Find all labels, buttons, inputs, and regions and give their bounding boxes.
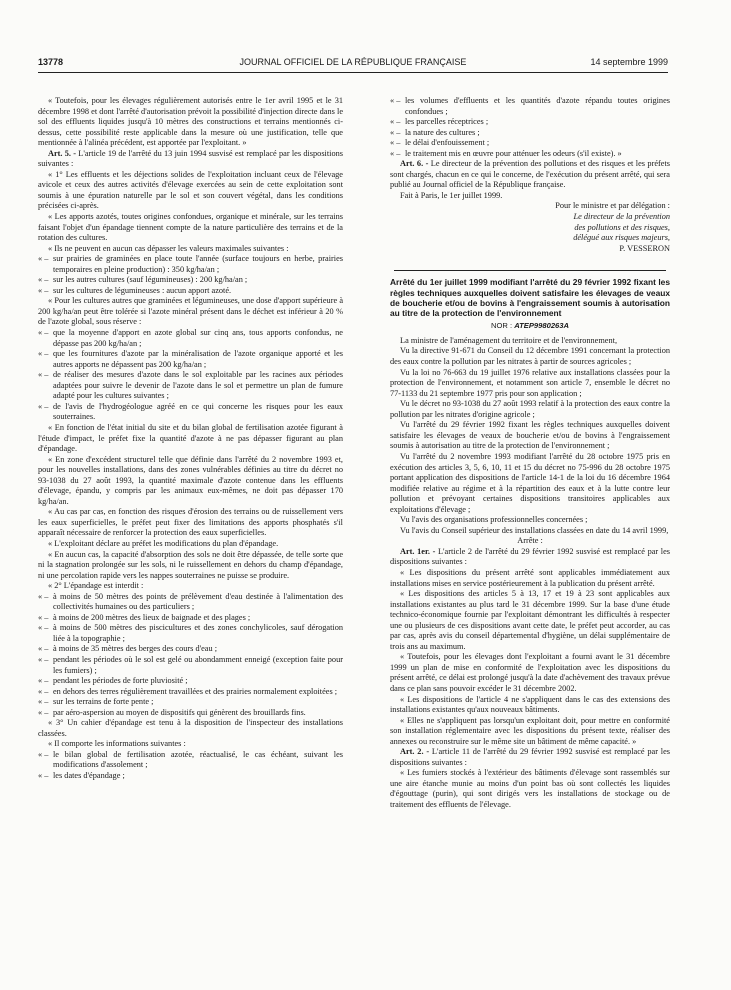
- decree-title: Arrêté du 1er juillet 1999 modifiant l'arrêté du 29 février 1992 fixant les règles techniques auxquelles doivent satisfaire les élevages de veaux de boucherie et/ou de bovins à l'engraissement soumis à autorisation au titre de la protection de l'environnement: [390, 277, 670, 319]
- list-item-text: le bilan global de fertilisation azotée, réactualisé, le cas échéant, suivant les modifications d'assolement ;: [53, 749, 343, 770]
- list-dash: « –: [38, 676, 49, 686]
- list-item: [38, 655, 343, 676]
- paragraph: « Il comporte les informations suivantes :: [48, 739, 186, 749]
- list-item-text: les parcelles réceptrices ;: [405, 117, 489, 127]
- paragraph: Fait à Paris, le 1er juillet 1999.: [400, 190, 503, 200]
- paragraph: « En zone d'excédent structurel telle que définie dans l'arrêté du 2 novembre 1993 et, pour les nouvelles installations, dans des zones vulnérables définies au titre du décret no 93-1038 du 27 août 1993, la quantité maximale d'azote contenue dans les effluents d'élevage, épandu, y compris par les animaux eux-mêmes, ne doit pas dépasser 170 kg/ha/an.: [38, 454, 343, 506]
- centered-line: Arrête :: [517, 536, 543, 546]
- list-item-text: les dates d'épandage ;: [53, 771, 125, 780]
- list-item-text: pendant les périodes de forte pluviosité ;: [53, 676, 188, 686]
- list-item-text: à moins de 500 mètres des piscicultures et des zones conchylicoles, sauf dérogation liée à la topographie ;: [53, 623, 343, 643]
- header-rule: [38, 72, 668, 73]
- signature-line: Le directeur de la prévention: [573, 212, 670, 222]
- list-dash: « –: [38, 707, 49, 717]
- right-column: [390, 96, 670, 811]
- list-dash: « –: [38, 401, 49, 411]
- list-dash: « –: [38, 686, 49, 696]
- paragraph: « Toutefois, pour les élevages régulièrement autorisés entre le 1er avril 1995 et le 31 décembre 1998 et dont l'arrêté d'autorisation prévoit la possibilité d'injection directe dans le sol des effluents liquides jusqu'à 10 mètres des constructions et terrains mentionnés ci-dessus, cette possibilité reste applicable dans la mesure où une justification, telle que mentionnée à l'alinéa précédent, est apportée par l'exploitant. »: [38, 96, 343, 148]
- list-item: [38, 687, 343, 698]
- article-paragraph: [390, 547, 670, 568]
- list-dash: « –: [38, 644, 49, 654]
- article-label: Art. 2. -: [400, 747, 430, 757]
- list-dash: « –: [38, 771, 49, 780]
- paragraph: « Les dispositions de l'article 4 ne s'appliquent dans le cas des extensions des installations existantes qu'aux nouveaux bâtiments.: [390, 694, 670, 715]
- list-dash: « –: [38, 349, 49, 359]
- list-dash: « –: [390, 138, 401, 148]
- issue-date: 14 septembre 1999: [590, 57, 668, 67]
- list-item: [38, 592, 343, 613]
- list-item-text: à moins de 35 mètres des berges des cours d'eau ;: [53, 644, 218, 654]
- article-continuation: [390, 96, 670, 254]
- paragraph: Vu l'arrêté du 2 novembre 1993 modifiant l'arrêté du 28 octobre 1975 pris en exécution des articles 3, 5, 6, 10, 11 et 15 du décret no 75-996 du 28 octobre 1975 portant application des dispositions de l'article 14-1 de la loi du 16 décembre 1964 modifiée relative au régime et à la répartition des eaux et à la lutte contre leur pollution et prévoyant certaines dispositions transitoires applicables aux exploitations d'élevage ;: [390, 451, 670, 514]
- list-dash: « –: [38, 654, 49, 664]
- list-item: [38, 771, 343, 782]
- list-item-text: de réaliser des mesures d'azote dans le sol exploitable par les racines aux périodes adaptées pour suivre le devenir de l'azote dans le sol et permettre un plan de fumure adapté pour les cultures suivantes ;: [53, 370, 343, 401]
- list-item-text: la nature des cultures ;: [405, 127, 480, 137]
- paragraph: « Elles ne s'appliquent pas lorsqu'un exploitant doit, pour mettre en conformité son installation réglementaire avec les dispositions du présent texte, réaliser des annexes ou reconstruire sur le même site un bâtiment de même capacité. »: [390, 715, 670, 746]
- list-item-text: de l'avis de l'hydrogéologue agréé en ce qui concerne les risques pour les eaux souterraines.: [53, 401, 343, 422]
- list-item: [38, 613, 343, 624]
- paragraph: « 2° L'épandage est interdit :: [48, 581, 144, 591]
- article-text: L'article 19 de l'arrêté du 13 juin 1994 susvisé est remplacé par les dispositions suivantes :: [38, 148, 343, 169]
- left-column: [38, 96, 343, 782]
- article-text: L'article 11 de l'arrêté du 29 février 1992 susvisé est remplacé par les dispositions suivantes :: [390, 747, 671, 767]
- paragraph: « Pour les cultures autres que graminées et légumineuses, une dose d'apport supérieure à 200 kg/ha/an peut être tolérée si l'azote minéral présent dans le déchet est inférieur à 20 % de l'azote global, sous réserve :: [38, 296, 343, 327]
- paragraph: « L'exploitant déclare au préfet les modifications du plan d'épandage.: [48, 538, 279, 548]
- paragraph: « 1° Les effluents et les déjections solides de l'exploitation incluant ceux de l'élevage avicole et ceux des autres activités d'élevage exercées au sein de cette exploitation sont soumis à une épuration naturelle par le sol et son couvert végétal, dans les conditions précisées ci-après.: [38, 169, 343, 211]
- list-item: [38, 676, 343, 687]
- list-item-text: à moins de 200 mètres des lieux de baignade et des plages ;: [53, 612, 251, 622]
- list-item: [38, 275, 343, 286]
- list-item: [38, 328, 343, 349]
- list-item-text: sur prairies de graminées en place toute l'année (surface toujours en herbe, prairies temporaires en pleine production) : 350 kg/ha/an ;: [53, 254, 343, 274]
- list-item: [390, 149, 670, 160]
- list-item-text: à moins de 50 mètres des points de prélèvement d'eau destinée à l'alimentation des collectivités humaines ou des particuliers ;: [53, 591, 343, 612]
- list-item: [38, 697, 343, 708]
- list-item-text: que les fournitures d'azote par la minéralisation de l'azote organique apporté et les autres apports ne dépassent pas 200 kg/ha/an ;: [53, 349, 343, 369]
- list-item-text: sur les cultures de légumineuses : aucun apport azoté.: [53, 285, 232, 295]
- list-dash: « –: [390, 96, 401, 105]
- list-item: [390, 138, 670, 149]
- list-item: [38, 370, 343, 402]
- list-dash: « –: [38, 254, 49, 264]
- list-dash: « –: [38, 612, 49, 622]
- nor-label: NOR :: [491, 321, 513, 331]
- paragraph: « 3° Un cahier d'épandage est tenu à la disposition de l'inspecteur des installations classées.: [38, 718, 343, 738]
- page-header: [38, 57, 668, 71]
- paragraph: « Toutefois, pour les élevages dont l'exploitant a fourni avant le 31 décembre 1999 un plan de mise en conformité de l'exploitation avec les dispositions du présent arrêté, ce délai est prolongé jusqu'à la date d'achèvement des travaux prévue dans ce plan sans pouvoir excéder le 31 décembre 2002.: [390, 652, 670, 693]
- paragraph: Vu l'avis du Conseil supérieur des installations classées en date du 14 avril 1999,: [400, 525, 669, 535]
- list-dash: « –: [38, 697, 49, 707]
- list-dash: « –: [38, 328, 49, 338]
- list-item: [38, 708, 343, 719]
- list-item-text: les volumes d'effluents et les quantités d'azote répandu toutes origines confondues ;: [405, 96, 670, 116]
- list-item: [390, 128, 670, 139]
- list-item: [390, 117, 670, 128]
- paragraph: « Les dispositions du présent arrêté sont applicables immédiatement aux installations mises en service postérieurement à la publication du présent arrêté.: [390, 567, 670, 588]
- list-dash: « –: [390, 148, 401, 158]
- list-item-text: sur les terrains de forte pente ;: [53, 697, 154, 707]
- list-item: [390, 96, 670, 117]
- paragraph: « Au cas par cas, en fonction des risques d'érosion des terrains ou de ruissellement vers les eaux superficielles, le préfet peut fixer des limitations des apports phosphatés s'il apparaît nécessaire de renforcer la protection des eaux superficielles.: [38, 507, 343, 538]
- paragraph: « Ils ne peuvent en aucun cas dépasser les valeurs maximales suivantes :: [48, 243, 289, 253]
- article-paragraph: [390, 747, 670, 768]
- signature-line: Pour le ministre et par délégation :: [555, 201, 670, 211]
- paragraph: « Les apports azotés, toutes origines confondues, organique et minérale, sur les terrains faisant l'objet d'un épandage tiennent compte de la nature particulière des terrains et de la rotation des cultures.: [38, 212, 343, 243]
- journal-title: JOURNAL OFFICIEL DE LA RÉPUBLIQUE FRANÇAISE: [239, 57, 467, 67]
- list-item: [38, 349, 343, 370]
- list-item-text: pendant les périodes où le sol est gelé ou abondamment enneigé (exception faite pour les fumiers) ;: [53, 654, 343, 675]
- paragraph: Vu l'arrêté du 29 février 1992 fixant les règles techniques auxquelles doivent satisfaire les élevages de veaux de boucherie et/ou de bovins à l'engraissement soumis à autorisation au titre de la protection de l'environnement ;: [390, 420, 670, 451]
- paragraph: « Les dispositions des articles 5 à 13, 17 et 19 à 23 sont applicables aux installations existantes au plus tard le 31 décembre 1999. Sur la base d'une étude technico-économique fournie par l'exploitant démontrant les difficultés à respecter une ou plusieurs de ces dispositions avant cette date, le préfet peut accorder, au cas par cas, après avis du conseil départemental d'hygiène, un délai supplémentaire de trois ans au maximum.: [390, 589, 670, 651]
- paragraph: Vu l'avis des organisations professionnelles concernées ;: [400, 515, 588, 525]
- list-dash: « –: [38, 591, 49, 601]
- signature-line: des pollutions et des risques,: [574, 222, 670, 232]
- list-dash: « –: [38, 275, 49, 285]
- paragraph: « En aucun cas, la capacité d'absorption des sols ne doit être dépassée, de telle sorte que ni la stagnation prolongée sur les sols, ni le ruissellement en dehors du champ d'épandage, ni une percolation rapide vers les nappes souterraines ne puisse se produire.: [38, 549, 343, 580]
- article-label: Art. 6. -: [400, 159, 429, 169]
- paragraph: La ministre de l'aménagement du territoire et de l'environnement,: [400, 335, 618, 345]
- paragraph: Vu la directive 91-671 du Conseil du 12 décembre 1991 concernant la protection des eaux contre la pollution par les nitrates à partir de sources agricoles ;: [390, 346, 670, 367]
- decree-body: [390, 336, 670, 811]
- list-item-text: par aéro-aspersion au moyen de dispositifs qui génèrent des brouillards fins.: [53, 707, 306, 717]
- list-item-text: que la moyenne d'apport en azote global sur cinq ans, tous apports confondus, ne dépasse pas 200 kg/ha/an ;: [53, 328, 343, 348]
- signature-line: délégué aux risques majeurs,: [573, 233, 670, 243]
- list-item: [38, 750, 343, 771]
- list-item: [38, 644, 343, 655]
- page-number: 13778: [38, 57, 64, 67]
- list-item-text: le traitement mis en œuvre pour atténuer les odeurs (s'il existe). »: [405, 148, 622, 158]
- paragraph: « En fonction de l'état initial du site et du bilan global de fertilisation azotée figurant à l'étude d'impact, le préfet fixe la quantité d'azote à ne pas dépasser figurant au plan d'épandage.: [38, 422, 343, 454]
- list-item: [38, 254, 343, 275]
- nor-reference: [390, 321, 670, 332]
- article-label: Art. 1er. -: [400, 546, 436, 556]
- paragraph: « Les fumiers stockés à l'extérieur des bâtiments d'élevage sont rassemblés sur une aire étanche munie au moins d'un point bas où sont collectés les liquides d'égouttage (purin), qui sont dirigés vers les installations de stockage ou de traitement des effluents de l'élevage.: [390, 768, 670, 809]
- article-text: Le directeur de la prévention des pollutions et des risques et les préfets sont chargés, chacun en ce qui le concerne, de l'exécution du présent arrêté, qui sera publié au Journal officiel de la République française.: [390, 159, 670, 190]
- article-text: L'article 2 de l'arrêté du 29 février 1992 susvisé est remplacé par les dispositions suivantes :: [390, 546, 671, 567]
- list-item-text: le délai d'enfouissement ;: [405, 138, 490, 148]
- list-item-text: en dehors des terres régulièrement travaillées et des prairies normalement exploitées ;: [53, 686, 338, 696]
- article-label: Art. 5. -: [48, 148, 77, 158]
- list-item: [38, 402, 343, 423]
- article-paragraph: [390, 159, 670, 191]
- list-dash: « –: [390, 117, 401, 127]
- list-dash: « –: [38, 623, 49, 633]
- list-item-text: sur les autres cultures (sauf légumineuses) : 200 kg/ha/an ;: [53, 275, 248, 285]
- nor-value: ATEP9980263A: [514, 321, 569, 331]
- list-dash: « –: [38, 749, 49, 759]
- list-dash: « –: [38, 285, 49, 295]
- list-item: [38, 286, 343, 297]
- list-item: [38, 623, 343, 644]
- section-separator: [394, 270, 666, 271]
- list-dash: « –: [390, 127, 401, 137]
- paragraph: Vu la loi no 76-663 du 19 juillet 1976 relative aux installations classées pour la protection de l'environnement, et notamment son article 7, ensemble le décret no 77-1133 du 21 septembre 1977 pris pour son application ;: [390, 367, 670, 398]
- list-dash: « –: [38, 370, 49, 380]
- signature-line: P. VESSERON: [619, 243, 670, 253]
- article-paragraph: [38, 149, 343, 170]
- paragraph: Vu le décret no 93-1038 du 27 août 1993 relatif à la protection des eaux contre la pollution par les nitrates d'origine agricole ;: [390, 399, 670, 419]
